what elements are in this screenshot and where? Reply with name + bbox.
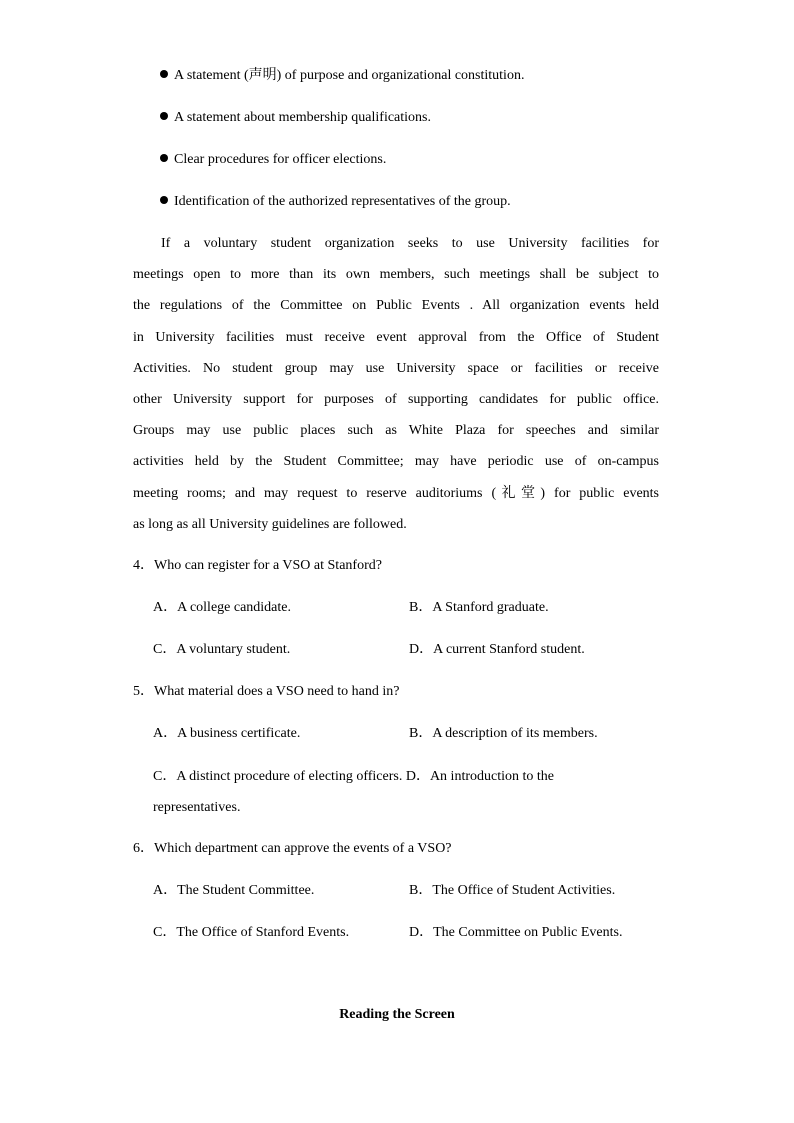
question-4: 4．Who can register for a VSO at Stanford? [133, 558, 382, 573]
section-title: Reading the Screen [339, 1007, 455, 1022]
question-6-option-d: D．The Committee on Public Events. [409, 925, 623, 940]
bullet-item [160, 108, 431, 128]
question-5-option-a: A．A business certificate. [153, 726, 301, 741]
paragraph-line: Groups may use public places such as White Plaza for speeches and similar [133, 423, 659, 439]
question-5-options-c-d: C．A distinct procedure of electing officers. D．An introduction to the representatives. [153, 769, 554, 815]
paragraph-line: meeting rooms; and may request to reserve auditoriums (礼堂) for public events [133, 485, 659, 501]
paragraph-line: the regulations of the Committee on Public Events . All organization events held [133, 298, 659, 314]
question-5: 5．What material does a VSO need to hand in? [133, 684, 400, 699]
paragraph-line: If a voluntary student organization seeks to use University facilities for [161, 236, 659, 251]
bullet-item [160, 66, 524, 86]
bullet-dot-icon [160, 154, 168, 162]
paragraph-line: activities held by the Student Committee; may have periodic use of on-campus [133, 454, 659, 470]
bullet-item [160, 192, 511, 212]
question-6: 6．Which department can approve the events of a VSO? [133, 841, 452, 856]
bullet-text: A statement (声明) of purpose and organizational constitution. [174, 68, 525, 83]
bullet-dot-icon [160, 70, 168, 78]
question-6-option-b: B．The Office of Student Activities. [409, 883, 616, 898]
bullet-dot-icon [160, 196, 168, 204]
body-paragraph [133, 233, 659, 545]
question-5-option-b: B．A description of its members. [409, 726, 598, 741]
bullet-text: Identification of the authorized representatives of the group. [174, 194, 511, 209]
question-4-option-c: C．A voluntary student. [153, 642, 291, 657]
question-4-option-b: B．A Stanford graduate. [409, 600, 549, 615]
paragraph-line: in University facilities must receive event approval from the Office of Student [133, 329, 659, 345]
question-6-option-c: C．The Office of Stanford Events. [153, 925, 350, 940]
bullet-text: A statement about membership qualifications. [174, 110, 431, 125]
bullet-text: Clear procedures for officer elections. [174, 152, 387, 167]
bullet-dot-icon [160, 112, 168, 120]
question-6-option-a: A．The Student Committee. [153, 883, 315, 898]
question-4-option-a: A．A college candidate. [153, 600, 292, 615]
paragraph-line: meetings open to more than its own members, such meetings shall be subject to [133, 267, 659, 283]
question-4-option-d: D．A current Stanford student. [409, 642, 585, 657]
paragraph-line: other University support for purposes of supporting candidates for public office. [133, 391, 659, 407]
paragraph-line: as long as all University guidelines are followed. [133, 516, 407, 532]
bullet-item [160, 150, 386, 170]
paragraph-line: Activities. No student group may use University space or facilities or receive [133, 360, 659, 376]
